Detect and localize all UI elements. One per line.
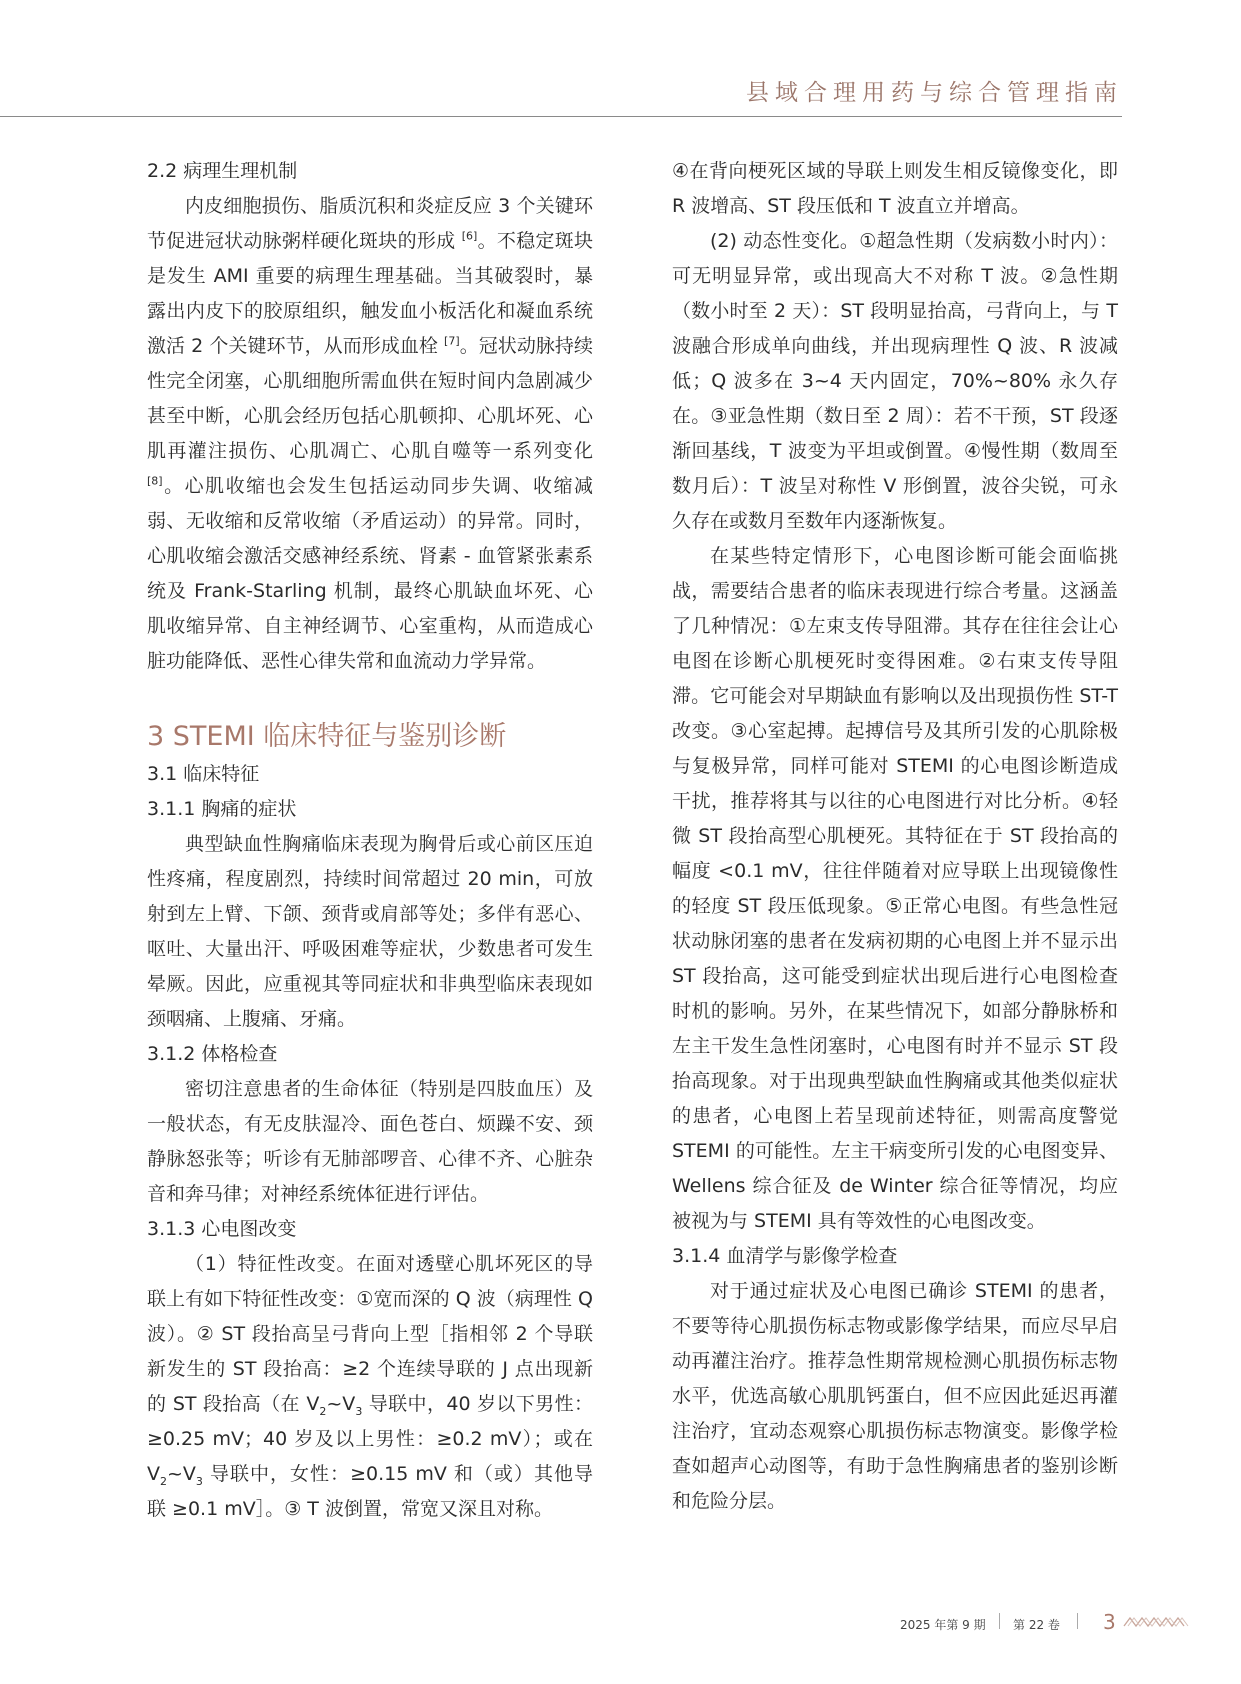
right-column bbox=[672, 154, 1118, 1519]
decorative-wave-icon bbox=[1122, 1614, 1192, 1630]
section-3-1-3-paragraph: （1）特征性改变。在面对透壁心肌坏死区的导联上有如下特征性改变：①宽而深的 Q 波（病理性 Q 波）。② ST 段抬高呈弓背向上型［指相邻 2 个导联新发生的 ST 段抬高：≥2 个连续导联的 J 点出现新的 ST 段抬高（在 $V_2\sim V_3$ 导联中，40 岁以下男性：≥0.25 mV；40 岁及以上男性：≥0.2 mV）；或在 $V_2\sim V_3$ 导联中，女性：≥0.15 mV 和（或）其他导联 ≥0.1 mV］。③ T 波倒置，常宽又深且对称。 bbox=[147, 1253, 593, 1520]
footer-divider bbox=[999, 1613, 1000, 1629]
volume-number: 第 22 卷 bbox=[1013, 1618, 1060, 1632]
page-number: 3 bbox=[1103, 1610, 1116, 1634]
section-3-1-1-paragraph: 典型缺血性胸痛临床表现为胸骨后或心前区压迫性疼痛，程度剧烈，持续时间常超过 20 min，可放射到左上臂、下颌、颈背或肩部等处；多伴有恶心、呕吐、大量出汗、呼吸困难等症状，少数患者可发生晕厥。因此，应重视其等同症状和非典型临床表现如颈咽痛、上腹痛、牙痛。 bbox=[147, 833, 593, 1030]
footer-divider bbox=[1077, 1613, 1078, 1629]
header-divider bbox=[0, 116, 1122, 117]
citation-7[interactable]: [7] bbox=[444, 334, 460, 348]
section-3-1-1-heading: 3.1.1 胸痛的症状 bbox=[147, 798, 297, 820]
page-footer bbox=[900, 1610, 1200, 1638]
journal-title: 县域合理用药与综合管理指南 bbox=[746, 80, 1123, 106]
section-3-1-4-paragraph: 对于通过症状及心电图已确诊 STEMI 的患者，不要等待心肌损伤标志物或影像学结果，而应尽早启动再灌注治疗。推荐急性期常规检测心肌损伤标志物水平，优选高敏心肌肌钙蛋白，但不应因此延迟再灌注治疗，宜动态观察心肌损伤标志物演变。影像学检查如超声心动图等，有助于急性胸痛患者的鉴别诊断和危险分层。 bbox=[672, 1280, 1118, 1512]
citation-8[interactable]: [8] bbox=[147, 474, 163, 488]
section-3-1-2-heading: 3.1.2 体格检查 bbox=[147, 1043, 278, 1065]
section-3-1-4-heading: 3.1.4 血清学与影像学检查 bbox=[672, 1245, 898, 1267]
left-column bbox=[147, 154, 593, 1527]
section-2-2-heading: 2.2 病理生理机制 bbox=[147, 160, 298, 182]
citation-6[interactable]: [6] bbox=[461, 229, 478, 243]
section-3-1-heading: 3.1 临床特征 bbox=[147, 763, 260, 785]
ecg-dynamic-change-paragraph: (2) 动态性变化。①超急性期（发病数小时内）：可无明显异常，或出现高大不对称 T 波。②急性期（数小时至 2 天）：ST 段明显抬高，弓背向上，与 T 波融合形成单向曲线，并出现病理性 Q 波、R 波减低；Q 波多在 3~4 天内固定，70%~80% 永久存在。③亚急性期（数日至 2 周）：若不干预，ST 段逐渐回基线，T 波变为平坦或倒置。④慢性期（数周至数月后）：T 波呈对称性 V 形倒置，波谷尖锐，可永久存在或数月至数年内逐渐恢复。 bbox=[672, 230, 1118, 532]
section-3-1-3-heading: 3.1.3 心电图改变 bbox=[147, 1218, 297, 1240]
section-3-1-2-paragraph: 密切注意患者的生命体征（特别是四肢血压）及一般状态，有无皮肤湿冷、面色苍白、烦躁不安、颈静脉怒张等；听诊有无肺部啰音、心律不齐、心脏杂音和奔马律；对神经系统体征进行评估。 bbox=[147, 1078, 593, 1205]
ecg-mirror-change-paragraph: ④在背向梗死区域的导联上则发生相反镜像变化，即 R 波增高、ST 段压低和 T 波直立并增高。 bbox=[672, 160, 1118, 217]
issue-date: 2025 年第 9 期 bbox=[900, 1618, 986, 1632]
section-3-heading: 3 STEMI 临床特征与鉴别诊断 bbox=[147, 721, 507, 752]
ecg-special-cases-paragraph: 在某些特定情形下，心电图诊断可能会面临挑战，需要结合患者的临床表现进行综合考量。这涵盖了几种情况：①左束支传导阻滞。其存在往往会让心电图在诊断心肌梗死时变得困难。②右束支传导阻滞。它可能会对早期缺血有影响以及出现损伤性 ST-T 改变。③心室起搏。起搏信号及其所引发的心肌除极与复极异常，同样可能对 STEMI 的心电图诊断造成干扰，推荐将其与以往的心电图进行对比分析。④轻微 ST 段抬高型心肌梗死。其特征在于 ST 段抬高的幅度 <0.1 mV，往往伴随着对应导联上出现镜像性的轻度 ST 段压低现象。⑤正常心电图。有些急性冠状动脉闭塞的患者在发病初期的心电图上并不显示出 ST 段抬高，这可能受到症状出现后进行心电图检查时机的影响。另外，在某些情况下，如部分静脉桥和左主干发生急性闭塞时，心电图有时并不显示 ST 段抬高现象。对于出现典型缺血性胸痛或其他类似症状的患者，心电图上若呈现前述特征，则需高度警觉 STEMI 的可能性。左主干病变所引发的心电图变异、Wellens 综合征及 de Winter 综合征等情况，均应被视为与 STEMI 具有等效性的心电图改变。 bbox=[672, 545, 1118, 1232]
section-2-2-paragraph: 内皮细胞损伤、脂质沉积和炎症反应 3 个关键环节促进冠状动脉粥样硬化斑块的形成 [6]。不稳定斑块是发生 AMI 重要的病理生理基础。当其破裂时，暴露出内皮下的胶原组织，触发血小板活化和凝血系统激活 2 个关键环节，从而形成血栓 [7]。冠状动脉持续性完全闭塞，心肌细胞所需血供在短时间内急剧减少甚至中断，心肌会经历包括心肌顿抑、心肌坏死、心肌再灌注损伤、心肌凋亡、心肌自噬等一系列变化 [8]。心肌收缩也会发生包括运动同步失调、收缩减弱、无收缩和反常收缩（矛盾运动）的异常。同时，心肌收缩会激活交感神经系统、肾素 - 血管紧张素系统及 Frank-Starling 机制，最终心肌缺血坏死、心肌收缩异常、自主神经调节、心室重构，从而造成心脏功能降低、恶性心律失常和血流动力学异常。 bbox=[147, 195, 593, 672]
